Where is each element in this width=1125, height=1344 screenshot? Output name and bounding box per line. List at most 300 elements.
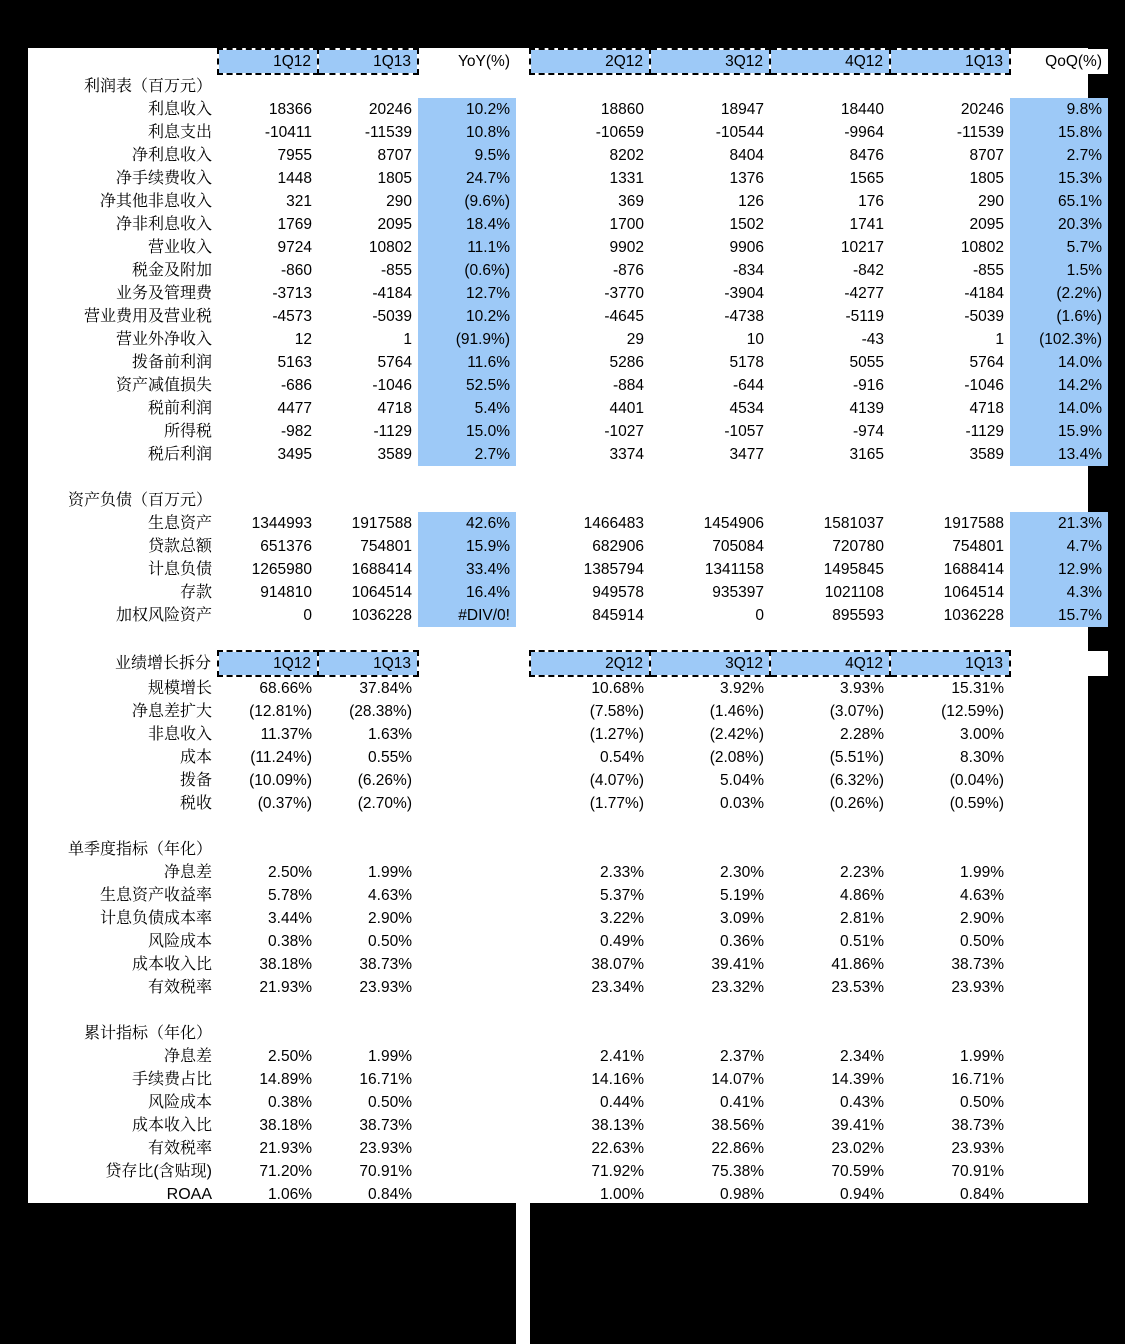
spacer-cell bbox=[418, 627, 516, 651]
section-title-filler bbox=[770, 489, 890, 512]
cell-value-2q12: 16.29% bbox=[591, 1209, 644, 1226]
spacer-cell bbox=[418, 815, 516, 838]
column-header-4q12-right-repeat[interactable]: 4Q12 bbox=[770, 651, 890, 676]
cell-value-1q12-left: 8.63% bbox=[268, 1301, 312, 1318]
cell-value-1q12-left: (12.81%) bbox=[249, 703, 312, 720]
cell-value-yoy bbox=[418, 1045, 516, 1068]
cell-value-1q12-left: 1.73% bbox=[268, 1278, 312, 1295]
row-gap-cell bbox=[516, 144, 530, 167]
row-label: 有效税率 bbox=[147, 1140, 212, 1157]
cell-value-4q12: 4.86% bbox=[840, 887, 884, 904]
cell-value-2q12: 8.44% bbox=[600, 1301, 644, 1318]
cell-value-3q12: 18947 bbox=[720, 101, 764, 118]
row-gap-cell bbox=[516, 328, 530, 351]
cell-value-3q12: 9906 bbox=[729, 239, 764, 256]
cell-value-yoy bbox=[418, 1160, 516, 1183]
cell-value-3q12: -10544 bbox=[715, 124, 764, 141]
cell-value-qoq bbox=[1010, 1114, 1108, 1137]
cell-value-1q13-left: -1129 bbox=[373, 423, 412, 440]
column-header-1q13-right[interactable]: 1Q13 bbox=[890, 49, 1010, 74]
row-label: 生息资产 bbox=[147, 515, 212, 532]
table-row bbox=[28, 1229, 1108, 1252]
row-label: 净利息收入 bbox=[131, 147, 212, 164]
cell-value-4q12: -43 bbox=[861, 331, 884, 348]
cell-value-4q12: 14.39% bbox=[831, 1071, 884, 1088]
section-title-filler bbox=[418, 489, 516, 512]
cell-value-3q12: 1.68% bbox=[720, 1278, 764, 1295]
cell-value-1q13: 8707 bbox=[969, 147, 1004, 164]
row-label: 营业外净收入 bbox=[115, 331, 212, 348]
row-gap-cell bbox=[516, 746, 530, 769]
cell-value-yoy bbox=[418, 930, 516, 953]
cell-value-2q12: 14.16% bbox=[591, 1071, 644, 1088]
cell-value-qoq bbox=[1010, 1298, 1108, 1321]
cell-value-3q12: 0.36% bbox=[720, 933, 764, 950]
cell-value-yoy: 11.6% bbox=[418, 351, 516, 374]
row-label: 存款 bbox=[179, 584, 212, 601]
table-row bbox=[28, 144, 1108, 167]
cell-value-1q13-left: 38.73% bbox=[359, 956, 412, 973]
row-gap-cell bbox=[516, 305, 530, 328]
cell-value-qoq bbox=[1010, 1275, 1108, 1298]
cell-value-2q12: 1.73% bbox=[600, 1278, 644, 1295]
column-header-1q13-left[interactable]: 1Q13 bbox=[318, 49, 418, 74]
column-header-row bbox=[28, 49, 1108, 74]
cell-value-qoq: 14.0% bbox=[1010, 397, 1108, 420]
cell-value-2q12: 38.13% bbox=[591, 1117, 644, 1134]
cell-value-3q12: 10 bbox=[746, 331, 764, 348]
section-title: 累计指标（年化） bbox=[83, 1025, 212, 1042]
cell-value-1q12-left: 0.38% bbox=[268, 933, 312, 950]
cell-value-2q12: -876 bbox=[612, 262, 644, 279]
cell-value-qoq: 2.7% bbox=[1010, 144, 1108, 167]
cell-value-1q13: 1917588 bbox=[943, 515, 1004, 532]
table-row bbox=[28, 907, 1108, 930]
cell-value-2q12: 1.00% bbox=[600, 1186, 644, 1203]
row-label: 成本 bbox=[179, 749, 212, 766]
cell-value-1q12-left: 1.06% bbox=[268, 1186, 312, 1203]
row-gap-cell bbox=[516, 397, 530, 420]
cell-value-4q12: -4277 bbox=[844, 285, 884, 302]
cell-value-1q12-left: 71.20% bbox=[259, 1163, 312, 1180]
cell-value-1q12-left: 7955 bbox=[277, 147, 312, 164]
cell-value-1q12-left: 0.68% bbox=[268, 1232, 312, 1249]
cell-value-1q13: 0.50% bbox=[960, 1094, 1004, 1111]
row-label: ROAA bbox=[166, 1186, 212, 1203]
section-title-row bbox=[28, 489, 1108, 512]
cell-value-yoy: 52.5% bbox=[418, 374, 516, 397]
spacer-cell bbox=[530, 999, 650, 1022]
cell-value-2q12: 2.41% bbox=[600, 1048, 644, 1065]
spacer-cell bbox=[890, 815, 1010, 838]
cell-value-4q12: 1021108 bbox=[824, 584, 884, 601]
cell-value-1q13: -5039 bbox=[964, 308, 1004, 325]
cell-value-4q12: 176 bbox=[858, 193, 884, 210]
cell-value-qoq: 1.5% bbox=[1010, 259, 1108, 282]
cell-value-3q12: 0.80% bbox=[720, 1232, 764, 1249]
cell-value-1q13: 290 bbox=[978, 193, 1004, 210]
column-header-1q12-left-repeat[interactable]: 1Q12 bbox=[218, 651, 318, 676]
table-row bbox=[28, 121, 1108, 144]
spacer-cell bbox=[770, 999, 890, 1022]
table-row bbox=[28, 1068, 1108, 1091]
cell-value-1q13-left: 182.68% bbox=[350, 1255, 412, 1272]
cell-value-3q12: 705084 bbox=[712, 538, 764, 555]
row-gap-cell bbox=[516, 1091, 530, 1114]
column-header-1q12-left[interactable]: 1Q12 bbox=[218, 49, 318, 74]
row-gap-cell bbox=[516, 1068, 530, 1091]
row-gap-cell bbox=[516, 236, 530, 259]
cell-value-3q12: 5178 bbox=[729, 354, 764, 371]
spacer-cell bbox=[318, 627, 418, 651]
column-header-2q12-right-repeat[interactable]: 2Q12 bbox=[530, 651, 650, 676]
spacer-cell bbox=[218, 466, 318, 489]
cell-value-2q12: 23.34% bbox=[591, 979, 644, 996]
row-gap-cell bbox=[516, 259, 530, 282]
row-label: 所得税 bbox=[163, 423, 212, 440]
cell-value-qoq: 4.7% bbox=[1010, 535, 1108, 558]
cell-value-3q12: 5.19% bbox=[720, 887, 764, 904]
cell-value-1q13: 5764 bbox=[969, 354, 1004, 371]
table-row bbox=[28, 1114, 1108, 1137]
cell-value-3q12: -644 bbox=[732, 377, 764, 394]
row-label: 生息资产收益率 bbox=[99, 887, 212, 904]
cell-value-1q12-left: -982 bbox=[280, 423, 312, 440]
row-gap-cell bbox=[516, 121, 530, 144]
cell-value-1q13-left: 10802 bbox=[368, 239, 412, 256]
cell-value-qoq: 15.3% bbox=[1010, 167, 1108, 190]
cell-value-1q13-left: 38.73% bbox=[359, 1117, 412, 1134]
table-row bbox=[28, 443, 1108, 466]
cell-value-3q12: 2.30% bbox=[720, 864, 764, 881]
cell-value-2q12: 9902 bbox=[609, 239, 644, 256]
cell-value-qoq: (102.3%) bbox=[1010, 328, 1108, 351]
cell-value-1q13-left: -11539 bbox=[364, 124, 412, 141]
cell-value-1q12-left: 12 bbox=[294, 331, 312, 348]
cell-value-qoq: 9.8% bbox=[1010, 98, 1108, 121]
cell-value-4q12: 182.31% bbox=[822, 1255, 884, 1272]
row-label: 资本充足率 bbox=[131, 1324, 212, 1341]
cell-value-yoy bbox=[418, 1252, 516, 1275]
spreadsheet-page bbox=[28, 48, 1102, 1341]
table-row bbox=[28, 259, 1108, 282]
cell-value-3q12: 4534 bbox=[729, 400, 764, 417]
spacer-cell bbox=[28, 815, 218, 838]
row-gap-cell bbox=[516, 676, 530, 700]
cell-value-3q12: 38.56% bbox=[711, 1117, 764, 1134]
column-header-2q12-right[interactable]: 2Q12 bbox=[530, 49, 650, 74]
row-label: 计息负债成本率 bbox=[99, 910, 212, 927]
cell-value-qoq bbox=[1010, 1091, 1108, 1114]
column-header-qoq[interactable]: QoQ(%) bbox=[1010, 49, 1108, 74]
spacer-cell bbox=[1010, 466, 1108, 489]
cell-value-1q12-left: 1265980 bbox=[251, 561, 312, 578]
cell-value-yoy bbox=[418, 792, 516, 815]
cell-value-1q12-left: 11.37% bbox=[260, 726, 312, 743]
spacer-cell bbox=[770, 627, 890, 651]
cell-value-qoq: 5.7% bbox=[1010, 236, 1108, 259]
row-label: 税前利润 bbox=[147, 400, 212, 417]
cell-value-qoq bbox=[1010, 930, 1108, 953]
cell-value-1q12-left: -4573 bbox=[272, 308, 312, 325]
section-title-filler bbox=[770, 74, 890, 98]
table-row bbox=[28, 604, 1108, 627]
cell-value-4q12: 0.95% bbox=[840, 1232, 884, 1249]
cell-value-1q12-left: 2.50% bbox=[268, 1048, 312, 1065]
row-label: 利息支出 bbox=[147, 124, 212, 141]
cell-value-1q12-left: (11.24%) bbox=[250, 749, 312, 766]
cell-value-3q12: 2.37% bbox=[720, 1048, 764, 1065]
cell-value-2q12: 71.92% bbox=[591, 1163, 644, 1180]
cell-value-1q13-left: -855 bbox=[380, 262, 412, 279]
column-header-4q12-right[interactable]: 4Q12 bbox=[770, 49, 890, 74]
cell-value-1q13: -11539 bbox=[956, 124, 1004, 141]
cell-value-qoq bbox=[1010, 907, 1108, 930]
cell-value-1q12-left: 3.44% bbox=[268, 910, 312, 927]
table-row bbox=[28, 746, 1108, 769]
cell-value-1q12-left: 16.99% bbox=[259, 1209, 312, 1226]
cell-value-3q12: 8404 bbox=[729, 147, 764, 164]
section-title-filler bbox=[890, 489, 1010, 512]
cell-value-4q12: 2.34% bbox=[840, 1048, 884, 1065]
row-gap-cell bbox=[516, 953, 530, 976]
cell-value-1q13-left: 1036228 bbox=[351, 607, 412, 624]
row-gap-cell bbox=[516, 1160, 530, 1183]
spacer-cell bbox=[28, 999, 218, 1022]
cell-value-1q12-left: 651376 bbox=[260, 538, 312, 555]
cell-value-yoy bbox=[418, 769, 516, 792]
cell-value-1q13-left: 23.93% bbox=[359, 1140, 412, 1157]
cell-value-1q13: 1688414 bbox=[943, 561, 1004, 578]
cell-value-4q12: 1565 bbox=[849, 170, 884, 187]
cell-value-qoq bbox=[1010, 1229, 1108, 1252]
cell-value-1q12-left: 321 bbox=[286, 193, 312, 210]
cell-value-1q13-left: 0.50% bbox=[368, 933, 412, 950]
row-label: 风险成本 bbox=[147, 933, 212, 950]
table-row bbox=[28, 305, 1108, 328]
cell-value-3q12: 3.92% bbox=[720, 680, 764, 697]
cell-value-qoq bbox=[1010, 1252, 1108, 1275]
spacer-cell bbox=[418, 466, 516, 489]
cell-value-1q13: 1064514 bbox=[943, 584, 1004, 601]
spacer-cell bbox=[530, 627, 650, 651]
spacer-row bbox=[28, 627, 1108, 651]
cell-value-yoy bbox=[418, 861, 516, 884]
cell-value-3q12: 126 bbox=[738, 193, 764, 210]
cell-value-yoy bbox=[418, 1137, 516, 1160]
cell-value-yoy: 11.1% bbox=[418, 236, 516, 259]
cell-value-qoq: 20.3% bbox=[1010, 213, 1108, 236]
row-label: 净手续费收入 bbox=[115, 170, 212, 187]
cell-value-qoq bbox=[1010, 1160, 1108, 1183]
section-title-row bbox=[28, 1022, 1108, 1045]
cell-value-3q12: 14.07% bbox=[711, 1071, 764, 1088]
cell-value-1q13: 38.73% bbox=[951, 956, 1004, 973]
cell-value-yoy bbox=[418, 746, 516, 769]
row-label: 税金及附加 bbox=[131, 262, 212, 279]
cell-value-1q13: 0.50% bbox=[960, 933, 1004, 950]
spacer-cell bbox=[318, 999, 418, 1022]
column-header-3q12-right[interactable]: 3Q12 bbox=[650, 49, 770, 74]
cell-value-yoy bbox=[418, 1321, 516, 1344]
column-header-3q12-right-repeat[interactable]: 3Q12 bbox=[650, 651, 770, 676]
column-header-yoy[interactable]: YoY(%) bbox=[418, 49, 516, 74]
cell-value-4q12: 1.74% bbox=[840, 1278, 884, 1295]
row-gap-cell bbox=[516, 535, 530, 558]
cell-value-yoy bbox=[418, 1229, 516, 1252]
cell-value-2q12: (4.07%) bbox=[589, 772, 644, 789]
cell-value-1q12-left: (10.09%) bbox=[249, 772, 312, 789]
cell-value-1q12-left: 914810 bbox=[260, 584, 312, 601]
cell-value-2q12: -884 bbox=[612, 377, 644, 394]
spacer-cell bbox=[318, 815, 418, 838]
cell-value-3q12: 5.04% bbox=[720, 772, 764, 789]
cell-value-1q12-left: 1344993 bbox=[251, 515, 312, 532]
cell-value-yoy bbox=[418, 884, 516, 907]
cell-value-1q12-left: 0.38% bbox=[268, 1094, 312, 1111]
row-label: 净其他非息收入 bbox=[99, 193, 212, 210]
table-row bbox=[28, 930, 1108, 953]
cell-value-2q12: 10.68% bbox=[591, 680, 644, 697]
section-title: 资产负债（百万元） bbox=[67, 492, 212, 509]
cell-value-yoy: 12.7% bbox=[418, 282, 516, 305]
table-row bbox=[28, 581, 1108, 604]
cell-value-2q12: 0.73% bbox=[600, 1232, 644, 1249]
cell-value-4q12: 39.41% bbox=[831, 1117, 884, 1134]
row-label: 成本收入比 bbox=[131, 956, 212, 973]
spacer-cell bbox=[418, 999, 516, 1022]
cell-value-1q12-left: 5163 bbox=[277, 354, 312, 371]
cell-value-1q13: 1805 bbox=[969, 170, 1004, 187]
cell-value-1q13-left: 290 bbox=[386, 193, 412, 210]
cell-value-1q13-left: 0.98% bbox=[368, 1232, 412, 1249]
row-label: 核心资本充足率 bbox=[99, 1301, 212, 1318]
cell-value-1q13-left: 5764 bbox=[377, 354, 412, 371]
cell-value-qoq: (2.2%) bbox=[1010, 282, 1108, 305]
row-label: ROAE bbox=[166, 1209, 212, 1226]
cell-value-3q12: 1502 bbox=[729, 216, 764, 233]
cell-value-2q12: 1700 bbox=[609, 216, 644, 233]
table-row bbox=[28, 861, 1108, 884]
cell-value-3q12: 8.47% bbox=[720, 1301, 764, 1318]
cell-value-1q12-left: (0.37%) bbox=[257, 795, 312, 812]
cell-value-1q12-left: 1769 bbox=[277, 216, 312, 233]
row-gap-cell bbox=[516, 769, 530, 792]
table-row bbox=[28, 535, 1108, 558]
cell-value-1q12-left: 38.18% bbox=[259, 1117, 312, 1134]
section-title-row bbox=[28, 74, 1108, 98]
cell-value-1q13: (0.59%) bbox=[949, 795, 1004, 812]
table-row bbox=[28, 374, 1108, 397]
cell-value-1q13: 23.93% bbox=[951, 979, 1004, 996]
column-header-1q13-right-repeat[interactable]: 1Q13 bbox=[890, 651, 1010, 676]
section-title-filler bbox=[650, 74, 770, 98]
cell-value-3q12: (2.42%) bbox=[709, 726, 764, 743]
cell-value-4q12: -5119 bbox=[845, 308, 884, 325]
row-gap-cell bbox=[516, 907, 530, 930]
cell-value-3q12: 209.40% bbox=[702, 1255, 764, 1272]
cell-value-yoy: 24.7% bbox=[418, 167, 516, 190]
table-row bbox=[28, 190, 1108, 213]
row-gap-cell bbox=[516, 1137, 530, 1160]
spacer-cell bbox=[218, 815, 318, 838]
spacer-cell bbox=[650, 466, 770, 489]
cell-value-2q12: 0.44% bbox=[600, 1094, 644, 1111]
cell-value-1q13-left: 8707 bbox=[377, 147, 412, 164]
spacer-cell bbox=[1010, 815, 1108, 838]
spacer-cell bbox=[650, 627, 770, 651]
cell-value-1q13-left: 2095 bbox=[377, 216, 412, 233]
cell-value-qoq: 21.3% bbox=[1010, 512, 1108, 535]
section-title-filler bbox=[218, 1022, 318, 1045]
spacer-row bbox=[28, 999, 1108, 1022]
cell-value-yoy bbox=[418, 976, 516, 999]
cell-value-yoy bbox=[418, 700, 516, 723]
row-label: 规模增长 bbox=[147, 679, 212, 697]
row-label: 净息差 bbox=[163, 864, 212, 881]
cell-value-yoy: 10.2% bbox=[418, 305, 516, 328]
cell-value-yoy: (9.6%) bbox=[418, 190, 516, 213]
cell-value-4q12: 1741 bbox=[849, 216, 884, 233]
spacer-cell bbox=[28, 627, 218, 651]
cell-value-1q13: 7.28% bbox=[960, 1301, 1004, 1318]
row-gap-cell bbox=[516, 581, 530, 604]
section-title-filler bbox=[530, 1022, 650, 1045]
table-row bbox=[28, 1206, 1108, 1229]
row-label: 拨备前利润 bbox=[131, 354, 212, 371]
cell-value-1q13-left: 0.84% bbox=[368, 1186, 412, 1203]
cell-value-4q12: -974 bbox=[852, 423, 884, 440]
row-gap-cell bbox=[516, 351, 530, 374]
cell-value-2q12: -4645 bbox=[604, 308, 644, 325]
column-header-1q13-left-repeat[interactable]: 1Q13 bbox=[318, 651, 418, 676]
cell-value-1q13-left: 1064514 bbox=[351, 584, 412, 601]
table-row bbox=[28, 282, 1108, 305]
cell-value-1q12-left: 4477 bbox=[277, 400, 312, 417]
cell-value-yoy bbox=[418, 1183, 516, 1206]
cell-value-qoq bbox=[1010, 976, 1108, 999]
section-title-filler bbox=[1010, 74, 1108, 98]
section-title-filler bbox=[218, 838, 318, 861]
row-label: 利息收入 bbox=[147, 101, 212, 118]
table-row bbox=[28, 884, 1108, 907]
table-row bbox=[28, 98, 1108, 121]
cell-value-4q12: 70.59% bbox=[831, 1163, 884, 1180]
section-title-filler bbox=[516, 74, 530, 98]
cell-value-1q13: 182.68% bbox=[942, 1255, 1004, 1272]
spacer-cell bbox=[650, 815, 770, 838]
cell-value-qoq: 12.9% bbox=[1010, 558, 1108, 581]
cell-value-3q12: 22.86% bbox=[711, 1140, 764, 1157]
cell-value-3q12: 0.03% bbox=[720, 795, 764, 812]
row-label: 贷款总额 bbox=[147, 538, 212, 555]
cell-value-3q12: 0 bbox=[755, 607, 764, 624]
cell-value-1q13-left: 0.50% bbox=[368, 1094, 412, 1111]
table-row bbox=[28, 769, 1108, 792]
cell-value-1q13: 20246 bbox=[960, 101, 1004, 118]
cell-value-2q12: 682906 bbox=[592, 538, 644, 555]
spacer-cell bbox=[516, 999, 530, 1022]
cell-value-4q12: (3.07%) bbox=[829, 703, 884, 720]
section-title-filler bbox=[530, 838, 650, 861]
cell-value-4q12: -9964 bbox=[844, 124, 884, 141]
row-label: 税后利润 bbox=[147, 446, 212, 463]
table-row bbox=[28, 700, 1108, 723]
spacer-cell bbox=[890, 627, 1010, 651]
cell-value-qoq bbox=[1010, 723, 1108, 746]
table-row bbox=[28, 1045, 1108, 1068]
cell-value-4q12: 2.81% bbox=[840, 910, 884, 927]
